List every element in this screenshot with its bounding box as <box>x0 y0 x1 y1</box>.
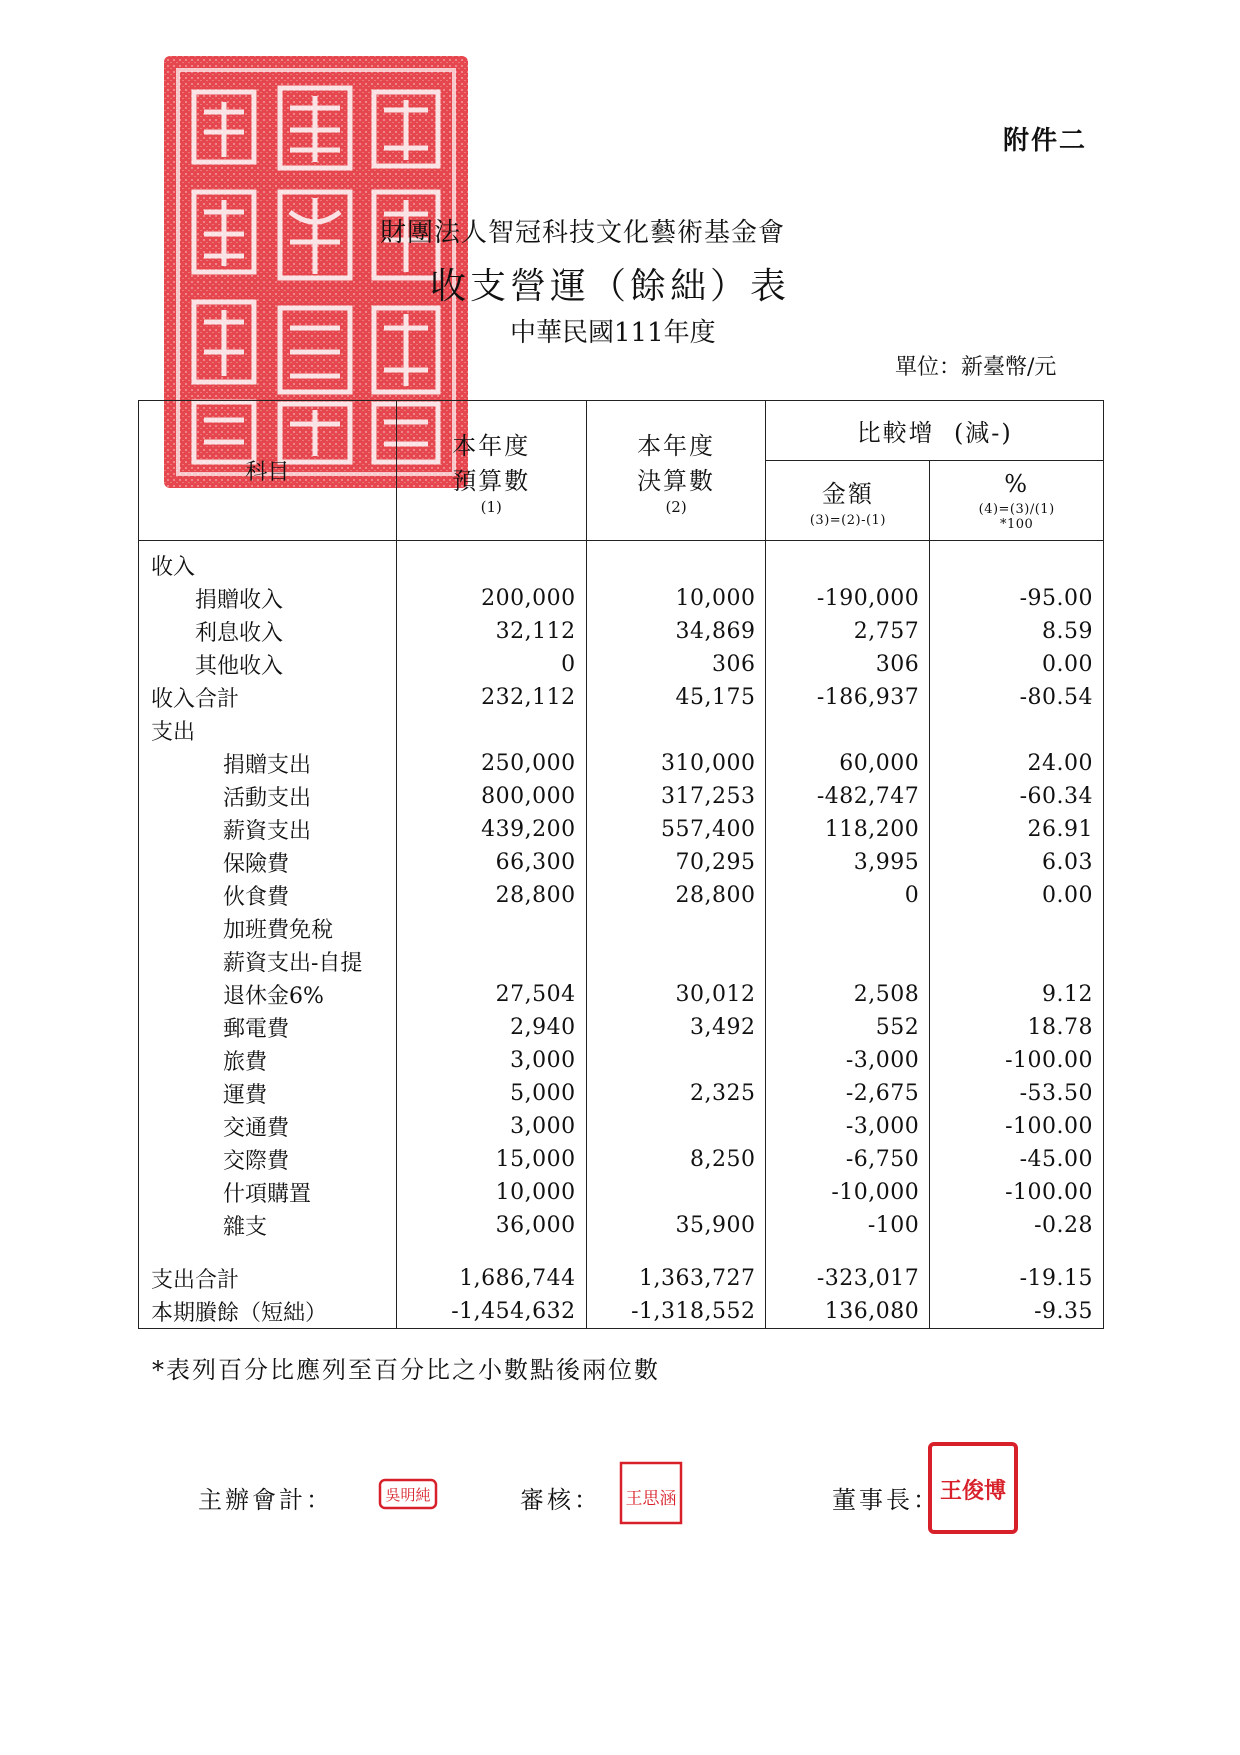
header-item <box>139 401 397 541</box>
cell-percent: -9.35 <box>930 1295 1104 1329</box>
row-label: 加班費免稅 <box>139 912 397 945</box>
table-row <box>139 1209 1104 1242</box>
cell-budget: 200,000 <box>396 582 586 615</box>
cell-budget: 36,000 <box>396 1209 586 1242</box>
cell-budget: 15,000 <box>396 1143 586 1176</box>
cell-actual: -1,318,552 <box>586 1295 766 1329</box>
cell-amount: 552 <box>766 1011 930 1044</box>
header-budget-index: (1) <box>480 497 502 516</box>
cell-actual <box>586 714 766 747</box>
cell-actual: 306 <box>586 648 766 681</box>
reviewer-seal-text: 王思涵 <box>625 1489 677 1509</box>
fiscal-year: 中華民國111年度 <box>510 318 716 348</box>
chair-seal-stamp <box>926 1440 1020 1536</box>
header-amount <box>766 461 930 541</box>
header-percent-label: % <box>1004 469 1030 498</box>
income-expense-table <box>138 400 1104 1329</box>
row-label: 收入合計 <box>139 681 397 714</box>
table-row <box>139 1295 1104 1329</box>
cell-amount <box>766 912 930 945</box>
table-row <box>139 780 1104 813</box>
cell-amount <box>766 945 930 978</box>
cell-percent: -100.00 <box>930 1110 1104 1143</box>
cell-amount: 136,080 <box>766 1295 930 1329</box>
table-row <box>139 582 1104 615</box>
row-label: 活動支出 <box>139 780 397 813</box>
row-label: 交通費 <box>139 1110 397 1143</box>
spacer-row <box>139 1242 1104 1262</box>
header-actual-line2: 決算數 <box>637 466 716 495</box>
table-row <box>139 879 1104 912</box>
row-label: 支出合計 <box>139 1262 397 1295</box>
cell-actual: 1,363,727 <box>586 1262 766 1295</box>
accountant-seal-text: 吳明純 <box>385 1486 431 1504</box>
table-row <box>139 681 1104 714</box>
row-label: 薪資支出-自提 <box>139 945 397 978</box>
table-row <box>139 945 1104 978</box>
cell-actual <box>586 1110 766 1143</box>
cell-budget: 32,112 <box>396 615 586 648</box>
cell-amount: -482,747 <box>766 780 930 813</box>
cell-percent: -100.00 <box>930 1176 1104 1209</box>
table-row <box>139 813 1104 846</box>
cell-budget: -1,454,632 <box>396 1295 586 1329</box>
cell-actual: 3,492 <box>586 1011 766 1044</box>
row-label: 本期賸餘（短絀） <box>139 1295 397 1329</box>
cell-actual <box>586 1044 766 1077</box>
cell-budget: 250,000 <box>396 747 586 780</box>
header-compare-label: 比較增 (減-) <box>856 419 1013 447</box>
cell-percent: -95.00 <box>930 582 1104 615</box>
accountant-seal-stamp <box>378 1478 438 1510</box>
cell-budget: 5,000 <box>396 1077 586 1110</box>
organization-name: 財團法人智冠科技文化藝術基金會 <box>380 218 786 248</box>
cell-percent: 26.91 <box>930 813 1104 846</box>
header-budget <box>396 401 586 541</box>
cell-actual: 10,000 <box>586 582 766 615</box>
cell-actual: 35,900 <box>586 1209 766 1242</box>
cell-actual <box>586 1176 766 1209</box>
cell-percent: 0.00 <box>930 648 1104 681</box>
cell-amount: -3,000 <box>766 1044 930 1077</box>
header-actual-line1: 本年度 <box>637 431 716 460</box>
report-title: 收支營運（餘絀）表 <box>430 266 791 307</box>
table-row <box>139 1143 1104 1176</box>
cell-percent <box>930 912 1104 945</box>
cell-amount: 2,757 <box>766 615 930 648</box>
table-row <box>139 1044 1104 1077</box>
cell-percent <box>930 945 1104 978</box>
table-row <box>139 846 1104 879</box>
cell-budget: 1,686,744 <box>396 1262 586 1295</box>
cell-actual <box>586 541 766 583</box>
cell-actual <box>586 945 766 978</box>
cell-percent: -53.50 <box>930 1077 1104 1110</box>
cell-actual: 2,325 <box>586 1077 766 1110</box>
cell-amount: 118,200 <box>766 813 930 846</box>
row-label: 退休金6% <box>139 978 397 1011</box>
cell-budget <box>396 945 586 978</box>
row-label: 伙食費 <box>139 879 397 912</box>
table-row <box>139 615 1104 648</box>
cell-amount: 60,000 <box>766 747 930 780</box>
cell-amount: -2,675 <box>766 1077 930 1110</box>
cell-budget <box>396 714 586 747</box>
row-label: 捐贈支出 <box>139 747 397 780</box>
row-label: 雜支 <box>139 1209 397 1242</box>
row-label: 郵電費 <box>139 1011 397 1044</box>
row-label: 收入 <box>139 541 397 583</box>
cell-percent: 9.12 <box>930 978 1104 1011</box>
cell-percent <box>930 541 1104 583</box>
cell-amount: 2,508 <box>766 978 930 1011</box>
cell-percent: -80.54 <box>930 681 1104 714</box>
row-label: 其他收入 <box>139 648 397 681</box>
cell-amount: 3,995 <box>766 846 930 879</box>
table-row <box>139 714 1104 747</box>
cell-budget: 28,800 <box>396 879 586 912</box>
cell-amount: -100 <box>766 1209 930 1242</box>
table-row <box>139 1176 1104 1209</box>
cell-amount: -323,017 <box>766 1262 930 1295</box>
cell-amount: -190,000 <box>766 582 930 615</box>
cell-amount <box>766 714 930 747</box>
cell-actual: 8,250 <box>586 1143 766 1176</box>
table-row <box>139 747 1104 780</box>
cell-amount: -3,000 <box>766 1110 930 1143</box>
header-item-label: 科目 <box>245 460 290 485</box>
cell-actual: 34,869 <box>586 615 766 648</box>
table-row <box>139 978 1104 1011</box>
table-row <box>139 1262 1104 1295</box>
cell-budget <box>396 541 586 583</box>
cell-percent: 8.59 <box>930 615 1104 648</box>
header-percent-formula: (4)=(3)/(1) <box>978 501 1055 517</box>
cell-actual: 70,295 <box>586 846 766 879</box>
cell-budget: 27,504 <box>396 978 586 1011</box>
cell-percent: -45.00 <box>930 1143 1104 1176</box>
row-label: 薪資支出 <box>139 813 397 846</box>
header-budget-line2: 預算數 <box>452 466 531 495</box>
header-actual-index: (2) <box>665 497 687 516</box>
row-label: 捐贈收入 <box>139 582 397 615</box>
table-row <box>139 648 1104 681</box>
cell-percent: 6.03 <box>930 846 1104 879</box>
cell-actual: 557,400 <box>586 813 766 846</box>
cell-percent <box>930 714 1104 747</box>
cell-budget: 439,200 <box>396 813 586 846</box>
reviewer-label: 審核： <box>520 1486 601 1514</box>
cell-budget: 232,112 <box>396 681 586 714</box>
cell-budget: 66,300 <box>396 846 586 879</box>
cell-amount: -6,750 <box>766 1143 930 1176</box>
attachment-label: 附件二 <box>1003 126 1088 156</box>
cell-amount: 306 <box>766 648 930 681</box>
row-label: 什項購置 <box>139 1176 397 1209</box>
accountant-label: 主辦會計： <box>198 1486 333 1514</box>
cell-budget: 3,000 <box>396 1110 586 1143</box>
cell-percent: -19.15 <box>930 1262 1104 1295</box>
currency-unit: 單位：新臺幣/元 <box>895 355 1057 380</box>
cell-budget: 800,000 <box>396 780 586 813</box>
cell-budget: 10,000 <box>396 1176 586 1209</box>
cell-budget: 0 <box>396 648 586 681</box>
table-row <box>139 541 1104 583</box>
cell-percent: 0.00 <box>930 879 1104 912</box>
cell-percent: 18.78 <box>930 1011 1104 1044</box>
header-percent-formula2: *100 <box>999 516 1034 532</box>
cell-actual <box>586 912 766 945</box>
cell-amount: -186,937 <box>766 681 930 714</box>
row-label: 運費 <box>139 1077 397 1110</box>
header-amount-label: 金額 <box>821 479 874 508</box>
row-label: 旅費 <box>139 1044 397 1077</box>
cell-actual: 310,000 <box>586 747 766 780</box>
table-row <box>139 1011 1104 1044</box>
table-body <box>139 541 1104 1329</box>
cell-actual: 28,800 <box>586 879 766 912</box>
footnote: *表列百分比應列至百分比之小數點後兩位數 <box>152 1356 660 1384</box>
chair-label: 董事長： <box>832 1486 940 1514</box>
header-percent <box>930 461 1104 541</box>
cell-actual: 317,253 <box>586 780 766 813</box>
reviewer-seal-stamp <box>618 1460 684 1526</box>
cell-budget: 2,940 <box>396 1011 586 1044</box>
cell-percent: -0.28 <box>930 1209 1104 1242</box>
chair-seal-text: 王俊博 <box>939 1478 1007 1504</box>
cell-budget <box>396 912 586 945</box>
row-label: 利息收入 <box>139 615 397 648</box>
cell-percent: -60.34 <box>930 780 1104 813</box>
header-actual <box>586 401 766 541</box>
cell-amount <box>766 541 930 583</box>
row-label: 保險費 <box>139 846 397 879</box>
cell-budget: 3,000 <box>396 1044 586 1077</box>
cell-amount: -10,000 <box>766 1176 930 1209</box>
header-budget-line1: 本年度 <box>452 431 531 460</box>
table-row <box>139 912 1104 945</box>
cell-percent: 24.00 <box>930 747 1104 780</box>
cell-actual: 30,012 <box>586 978 766 1011</box>
row-label: 支出 <box>139 714 397 747</box>
header-compare <box>766 401 1104 461</box>
cell-actual: 45,175 <box>586 681 766 714</box>
cell-percent: -100.00 <box>930 1044 1104 1077</box>
header-amount-formula: (3)=(2)-(1) <box>809 512 886 528</box>
row-label: 交際費 <box>139 1143 397 1176</box>
cell-amount: 0 <box>766 879 930 912</box>
table-row <box>139 1110 1104 1143</box>
table-row <box>139 1077 1104 1110</box>
